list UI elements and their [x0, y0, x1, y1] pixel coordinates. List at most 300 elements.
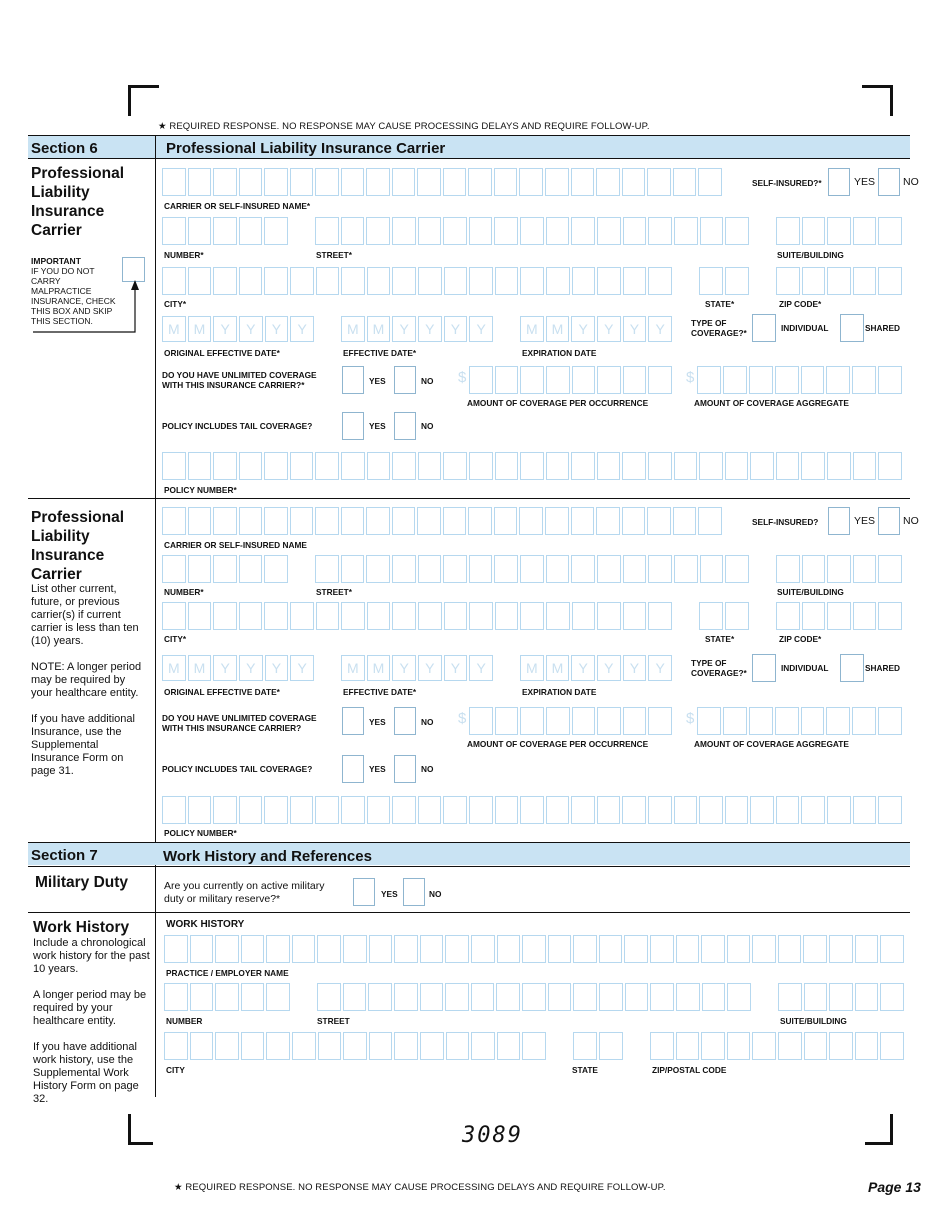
char-cell[interactable]	[469, 602, 493, 630]
char-cell[interactable]	[597, 796, 621, 824]
char-cell[interactable]	[546, 796, 570, 824]
char-cell[interactable]	[801, 452, 825, 480]
date-cell[interactable]: Y	[392, 316, 416, 342]
char-cell[interactable]	[241, 935, 265, 963]
char-cell[interactable]	[443, 217, 467, 245]
date-cell[interactable]: M	[341, 655, 365, 681]
char-cell[interactable]	[367, 602, 391, 630]
char-cell[interactable]	[572, 267, 596, 295]
state-input[interactable]	[699, 267, 749, 295]
char-cell[interactable]	[341, 555, 365, 583]
char-cell[interactable]	[647, 507, 671, 535]
char-cell[interactable]	[162, 168, 186, 196]
number-input[interactable]	[162, 217, 288, 245]
char-cell[interactable]	[880, 935, 904, 963]
char-cell[interactable]	[827, 267, 851, 295]
char-cell[interactable]	[190, 935, 214, 963]
date-cell[interactable]: M	[546, 316, 570, 342]
expiration-date-input[interactable]	[520, 316, 672, 342]
date-cell[interactable]: Y	[392, 655, 416, 681]
char-cell[interactable]	[571, 507, 595, 535]
char-cell[interactable]	[802, 555, 826, 583]
char-cell[interactable]	[317, 983, 341, 1011]
char-cell[interactable]	[469, 707, 493, 735]
char-cell[interactable]	[445, 935, 469, 963]
char-cell[interactable]	[801, 366, 825, 394]
char-cell[interactable]	[469, 217, 493, 245]
char-cell[interactable]	[878, 707, 902, 735]
char-cell[interactable]	[239, 507, 263, 535]
char-cell[interactable]	[623, 555, 647, 583]
char-cell[interactable]	[292, 935, 316, 963]
char-cell[interactable]	[624, 935, 648, 963]
amount-per-occurrence2-input[interactable]	[469, 707, 672, 735]
char-cell[interactable]	[648, 796, 672, 824]
char-cell[interactable]	[571, 796, 595, 824]
char-cell[interactable]	[392, 168, 416, 196]
char-cell[interactable]	[827, 796, 851, 824]
char-cell[interactable]	[648, 555, 672, 583]
date-cell[interactable]: M	[520, 655, 544, 681]
char-cell[interactable]	[443, 507, 467, 535]
amount-aggregate-input[interactable]	[697, 366, 902, 394]
char-cell[interactable]	[827, 602, 851, 630]
char-cell[interactable]	[215, 983, 239, 1011]
char-cell[interactable]	[725, 602, 749, 630]
char-cell[interactable]	[213, 267, 237, 295]
char-cell[interactable]	[571, 452, 595, 480]
tail-yes-checkbox[interactable]	[342, 412, 364, 440]
char-cell[interactable]	[418, 602, 442, 630]
char-cell[interactable]	[750, 452, 774, 480]
char-cell[interactable]	[392, 602, 416, 630]
char-cell[interactable]	[701, 1032, 725, 1060]
char-cell[interactable]	[853, 217, 877, 245]
char-cell[interactable]	[213, 452, 237, 480]
char-cell[interactable]	[239, 555, 263, 583]
char-cell[interactable]	[545, 507, 569, 535]
char-cell[interactable]	[469, 366, 493, 394]
char-cell[interactable]	[343, 1032, 367, 1060]
char-cell[interactable]	[648, 366, 672, 394]
char-cell[interactable]	[700, 555, 724, 583]
char-cell[interactable]	[162, 555, 186, 583]
date-cell[interactable]: Y	[418, 655, 442, 681]
char-cell[interactable]	[802, 267, 826, 295]
char-cell[interactable]	[853, 267, 877, 295]
work-number-input[interactable]	[164, 983, 290, 1011]
work-city-input[interactable]	[164, 1032, 546, 1060]
char-cell[interactable]	[494, 507, 518, 535]
char-cell[interactable]	[190, 983, 214, 1011]
char-cell[interactable]	[520, 366, 544, 394]
date-cell[interactable]: Y	[290, 655, 314, 681]
char-cell[interactable]	[597, 602, 621, 630]
self-insured-no-checkbox[interactable]	[878, 168, 900, 196]
char-cell[interactable]	[749, 366, 773, 394]
char-cell[interactable]	[239, 217, 263, 245]
char-cell[interactable]	[852, 366, 876, 394]
date-cell[interactable]: M	[162, 655, 186, 681]
char-cell[interactable]	[494, 168, 518, 196]
char-cell[interactable]	[494, 555, 518, 583]
char-cell[interactable]	[290, 168, 314, 196]
date-cell[interactable]: M	[546, 655, 570, 681]
char-cell[interactable]	[418, 555, 442, 583]
work-state-input[interactable]	[573, 1032, 623, 1060]
char-cell[interactable]	[266, 935, 290, 963]
char-cell[interactable]	[546, 366, 570, 394]
char-cell[interactable]	[367, 452, 391, 480]
char-cell[interactable]	[369, 935, 393, 963]
char-cell[interactable]	[826, 366, 850, 394]
coverage-shared-checkbox[interactable]	[840, 314, 864, 342]
char-cell[interactable]	[444, 602, 468, 630]
char-cell[interactable]	[596, 507, 620, 535]
date-cell[interactable]: Y	[418, 316, 442, 342]
char-cell[interactable]	[241, 983, 265, 1011]
tail2-yes-checkbox[interactable]	[342, 755, 364, 783]
char-cell[interactable]	[752, 1032, 776, 1060]
char-cell[interactable]	[752, 935, 776, 963]
char-cell[interactable]	[162, 452, 186, 480]
char-cell[interactable]	[571, 168, 595, 196]
char-cell[interactable]	[855, 935, 879, 963]
char-cell[interactable]	[520, 602, 544, 630]
char-cell[interactable]	[572, 366, 596, 394]
char-cell[interactable]	[571, 217, 595, 245]
char-cell[interactable]	[776, 796, 800, 824]
char-cell[interactable]	[548, 935, 572, 963]
date-cell[interactable]: M	[367, 316, 391, 342]
char-cell[interactable]	[801, 707, 825, 735]
unlimited-no-checkbox[interactable]	[394, 366, 416, 394]
char-cell[interactable]	[674, 217, 698, 245]
char-cell[interactable]	[188, 555, 212, 583]
char-cell[interactable]	[571, 555, 595, 583]
char-cell[interactable]	[699, 602, 723, 630]
char-cell[interactable]	[469, 452, 493, 480]
char-cell[interactable]	[597, 452, 621, 480]
char-cell[interactable]	[546, 217, 570, 245]
char-cell[interactable]	[697, 707, 721, 735]
char-cell[interactable]	[878, 366, 902, 394]
date-cell[interactable]: Y	[469, 655, 493, 681]
char-cell[interactable]	[213, 217, 237, 245]
char-cell[interactable]	[264, 796, 288, 824]
char-cell[interactable]	[367, 267, 391, 295]
char-cell[interactable]	[519, 507, 543, 535]
char-cell[interactable]	[239, 452, 263, 480]
char-cell[interactable]	[315, 217, 339, 245]
date-cell[interactable]: M	[520, 316, 544, 342]
char-cell[interactable]	[494, 217, 518, 245]
char-cell[interactable]	[318, 1032, 342, 1060]
char-cell[interactable]	[468, 507, 492, 535]
char-cell[interactable]	[802, 602, 826, 630]
char-cell[interactable]	[622, 168, 646, 196]
char-cell[interactable]	[213, 507, 237, 535]
date-cell[interactable]: Y	[571, 316, 595, 342]
char-cell[interactable]	[315, 452, 339, 480]
date-cell[interactable]: Y	[623, 655, 647, 681]
char-cell[interactable]	[341, 267, 365, 295]
char-cell[interactable]	[853, 452, 877, 480]
char-cell[interactable]	[213, 168, 237, 196]
char-cell[interactable]	[239, 602, 263, 630]
char-cell[interactable]	[469, 796, 493, 824]
char-cell[interactable]	[495, 796, 519, 824]
char-cell[interactable]	[725, 217, 749, 245]
char-cell[interactable]	[392, 507, 416, 535]
char-cell[interactable]	[778, 1032, 802, 1060]
char-cell[interactable]	[599, 983, 623, 1011]
char-cell[interactable]	[674, 796, 698, 824]
char-cell[interactable]	[597, 555, 621, 583]
char-cell[interactable]	[392, 267, 416, 295]
char-cell[interactable]	[723, 366, 747, 394]
char-cell[interactable]	[369, 1032, 393, 1060]
amount-per-occurrence-input[interactable]	[469, 366, 672, 394]
suite-input[interactable]	[776, 217, 902, 245]
date-cell[interactable]: Y	[648, 316, 672, 342]
char-cell[interactable]	[723, 707, 747, 735]
char-cell[interactable]	[264, 168, 288, 196]
char-cell[interactable]	[417, 507, 441, 535]
unlimited2-yes-checkbox[interactable]	[342, 707, 364, 735]
char-cell[interactable]	[469, 267, 493, 295]
char-cell[interactable]	[546, 555, 570, 583]
char-cell[interactable]	[394, 935, 418, 963]
char-cell[interactable]	[162, 267, 186, 295]
zip2-input[interactable]	[776, 602, 902, 630]
char-cell[interactable]	[495, 452, 519, 480]
char-cell[interactable]	[778, 935, 802, 963]
original-effective-date-input[interactable]	[162, 316, 314, 342]
date-cell[interactable]: Y	[265, 655, 289, 681]
char-cell[interactable]	[164, 983, 188, 1011]
char-cell[interactable]	[366, 507, 390, 535]
char-cell[interactable]	[394, 1032, 418, 1060]
char-cell[interactable]	[697, 366, 721, 394]
char-cell[interactable]	[648, 452, 672, 480]
date-cell[interactable]: M	[188, 316, 212, 342]
char-cell[interactable]	[418, 267, 442, 295]
char-cell[interactable]	[727, 935, 751, 963]
date-cell[interactable]: Y	[239, 655, 263, 681]
char-cell[interactable]	[497, 935, 521, 963]
tail-no-checkbox[interactable]	[394, 412, 416, 440]
char-cell[interactable]	[366, 555, 390, 583]
char-cell[interactable]	[650, 1032, 674, 1060]
date-cell[interactable]: M	[341, 316, 365, 342]
char-cell[interactable]	[239, 267, 263, 295]
char-cell[interactable]	[418, 796, 442, 824]
char-cell[interactable]	[623, 267, 647, 295]
char-cell[interactable]	[727, 983, 751, 1011]
char-cell[interactable]	[316, 602, 340, 630]
street2-input[interactable]	[315, 555, 749, 583]
char-cell[interactable]	[573, 1032, 597, 1060]
char-cell[interactable]	[546, 267, 570, 295]
char-cell[interactable]	[597, 267, 621, 295]
char-cell[interactable]	[418, 217, 442, 245]
char-cell[interactable]	[520, 707, 544, 735]
char-cell[interactable]	[241, 1032, 265, 1060]
char-cell[interactable]	[520, 796, 544, 824]
char-cell[interactable]	[290, 267, 314, 295]
char-cell[interactable]	[315, 168, 339, 196]
char-cell[interactable]	[546, 602, 570, 630]
char-cell[interactable]	[829, 983, 853, 1011]
char-cell[interactable]	[829, 1032, 853, 1060]
char-cell[interactable]	[162, 507, 186, 535]
date-cell[interactable]: Y	[213, 655, 237, 681]
date-cell[interactable]: M	[162, 316, 186, 342]
char-cell[interactable]	[852, 707, 876, 735]
number2-input[interactable]	[162, 555, 288, 583]
char-cell[interactable]	[522, 1032, 546, 1060]
original-effective-date2-input[interactable]	[162, 655, 314, 681]
char-cell[interactable]	[420, 935, 444, 963]
char-cell[interactable]	[215, 1032, 239, 1060]
char-cell[interactable]	[445, 983, 469, 1011]
date-cell[interactable]: Y	[444, 316, 468, 342]
char-cell[interactable]	[188, 217, 212, 245]
char-cell[interactable]	[264, 602, 288, 630]
char-cell[interactable]	[698, 507, 722, 535]
char-cell[interactable]	[548, 983, 572, 1011]
char-cell[interactable]	[698, 168, 722, 196]
char-cell[interactable]	[468, 168, 492, 196]
work-suite-input[interactable]	[778, 983, 904, 1011]
char-cell[interactable]	[522, 983, 546, 1011]
char-cell[interactable]	[622, 796, 646, 824]
char-cell[interactable]	[239, 796, 263, 824]
char-cell[interactable]	[266, 983, 290, 1011]
char-cell[interactable]	[776, 267, 800, 295]
char-cell[interactable]	[546, 707, 570, 735]
char-cell[interactable]	[623, 217, 647, 245]
char-cell[interactable]	[650, 935, 674, 963]
coverage-individual-checkbox[interactable]	[752, 314, 776, 342]
char-cell[interactable]	[623, 707, 647, 735]
char-cell[interactable]	[673, 168, 697, 196]
char-cell[interactable]	[699, 452, 723, 480]
char-cell[interactable]	[392, 796, 416, 824]
char-cell[interactable]	[573, 935, 597, 963]
char-cell[interactable]	[188, 452, 212, 480]
char-cell[interactable]	[417, 168, 441, 196]
coverage2-shared-checkbox[interactable]	[840, 654, 864, 682]
military-yes-checkbox[interactable]	[353, 878, 375, 906]
char-cell[interactable]	[341, 217, 365, 245]
char-cell[interactable]	[496, 983, 520, 1011]
date-cell[interactable]: M	[188, 655, 212, 681]
char-cell[interactable]	[725, 796, 749, 824]
char-cell[interactable]	[367, 796, 391, 824]
char-cell[interactable]	[290, 602, 314, 630]
char-cell[interactable]	[394, 983, 418, 1011]
date-cell[interactable]: Y	[623, 316, 647, 342]
char-cell[interactable]	[801, 796, 825, 824]
char-cell[interactable]	[520, 452, 544, 480]
char-cell[interactable]	[188, 602, 212, 630]
char-cell[interactable]	[264, 217, 288, 245]
char-cell[interactable]	[572, 602, 596, 630]
military-no-checkbox[interactable]	[403, 878, 425, 906]
policy-number2-input[interactable]	[162, 796, 902, 824]
char-cell[interactable]	[674, 555, 698, 583]
city-input[interactable]	[162, 267, 672, 295]
char-cell[interactable]	[622, 507, 646, 535]
char-cell[interactable]	[520, 267, 544, 295]
tail2-no-checkbox[interactable]	[394, 755, 416, 783]
char-cell[interactable]	[853, 555, 877, 583]
char-cell[interactable]	[802, 217, 826, 245]
char-cell[interactable]	[264, 555, 288, 583]
char-cell[interactable]	[727, 1032, 751, 1060]
char-cell[interactable]	[213, 602, 237, 630]
char-cell[interactable]	[648, 707, 672, 735]
char-cell[interactable]	[625, 983, 649, 1011]
char-cell[interactable]	[188, 267, 212, 295]
char-cell[interactable]	[495, 267, 519, 295]
char-cell[interactable]	[469, 555, 493, 583]
char-cell[interactable]	[855, 1032, 879, 1060]
date-cell[interactable]: Y	[648, 655, 672, 681]
char-cell[interactable]	[264, 452, 288, 480]
suite2-input[interactable]	[776, 555, 902, 583]
date-cell[interactable]: Y	[444, 655, 468, 681]
self-insured2-yes-checkbox[interactable]	[828, 507, 850, 535]
char-cell[interactable]	[804, 983, 828, 1011]
char-cell[interactable]	[497, 1032, 521, 1060]
char-cell[interactable]	[420, 983, 444, 1011]
street-input[interactable]	[315, 217, 749, 245]
char-cell[interactable]	[699, 267, 723, 295]
char-cell[interactable]	[444, 267, 468, 295]
char-cell[interactable]	[164, 1032, 188, 1060]
date-cell[interactable]: Y	[265, 316, 289, 342]
char-cell[interactable]	[599, 1032, 623, 1060]
char-cell[interactable]	[264, 507, 288, 535]
date-cell[interactable]: Y	[239, 316, 263, 342]
char-cell[interactable]	[647, 168, 671, 196]
char-cell[interactable]	[880, 1032, 904, 1060]
char-cell[interactable]	[827, 217, 851, 245]
char-cell[interactable]	[290, 796, 314, 824]
char-cell[interactable]	[213, 555, 237, 583]
char-cell[interactable]	[290, 507, 314, 535]
date-cell[interactable]: Y	[571, 655, 595, 681]
char-cell[interactable]	[290, 452, 314, 480]
char-cell[interactable]	[699, 796, 723, 824]
char-cell[interactable]	[213, 796, 237, 824]
char-cell[interactable]	[420, 1032, 444, 1060]
char-cell[interactable]	[368, 983, 392, 1011]
amount-aggregate2-input[interactable]	[697, 707, 902, 735]
char-cell[interactable]	[597, 217, 621, 245]
char-cell[interactable]	[190, 1032, 214, 1060]
char-cell[interactable]	[880, 983, 904, 1011]
char-cell[interactable]	[545, 168, 569, 196]
char-cell[interactable]	[826, 707, 850, 735]
char-cell[interactable]	[648, 267, 672, 295]
char-cell[interactable]	[623, 602, 647, 630]
char-cell[interactable]	[188, 168, 212, 196]
char-cell[interactable]	[599, 935, 623, 963]
